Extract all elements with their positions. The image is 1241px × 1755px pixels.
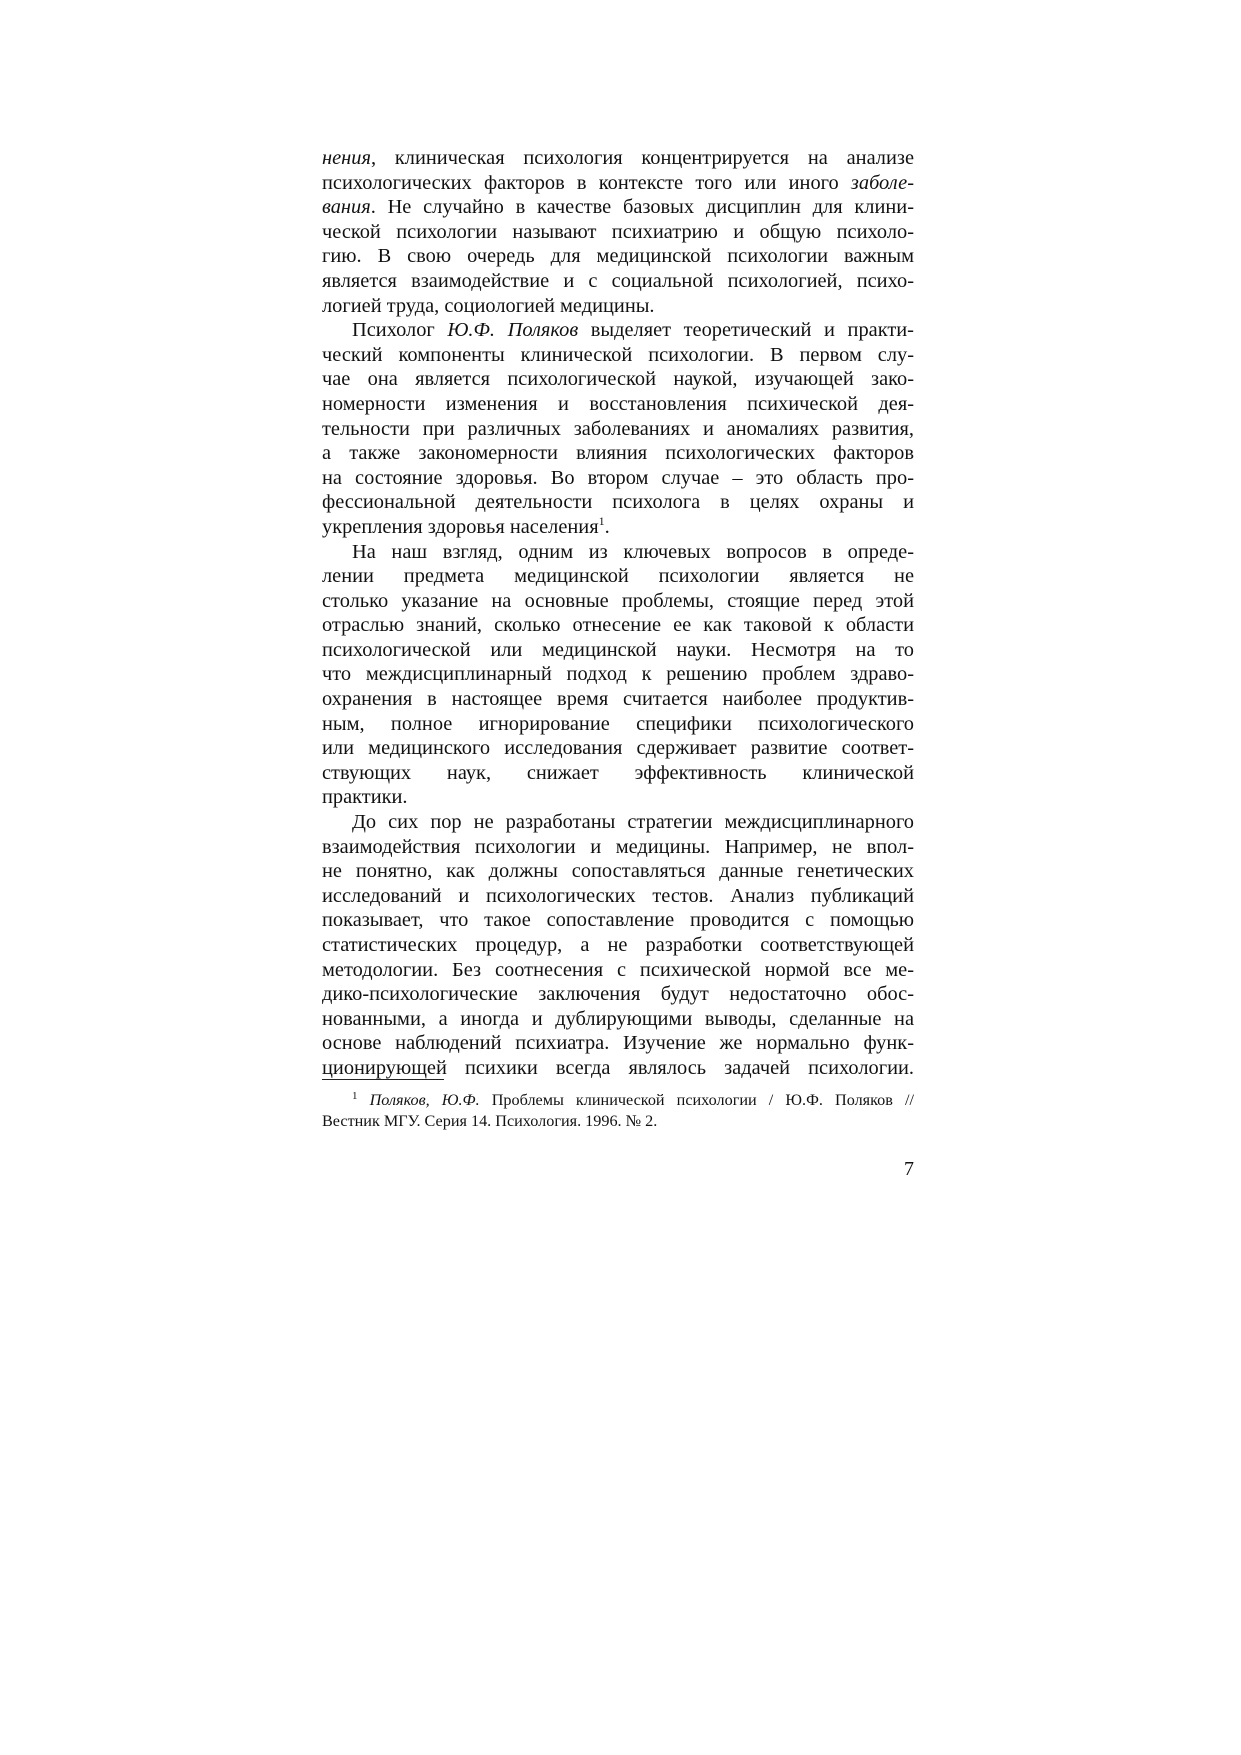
paragraph-4-line-7: методологии. Без соотнесения с психической нормой все ме-	[322, 958, 914, 981]
paragraph-4-line-10: основе наблюдений психиатра. Изучение же нормально функ-	[322, 1032, 914, 1055]
text-run: .	[604, 515, 610, 538]
paragraph-4-line-6: статистических процедур, а не разработки соответствующей	[322, 934, 914, 956]
paragraph-3-line-6: что междисциплинарный подход к решению проблем здраво-	[322, 663, 914, 686]
paragraph-1-line-4: ческой психологии называют психиатрию и общую психоло-	[322, 220, 914, 243]
paragraph-3-line-1: На наш взгляд, одним из ключевых вопросов в опреде-	[352, 540, 914, 563]
paragraph-2-line-1	[322, 318, 914, 343]
text-run: Проблемы клинической психологии / Ю.Ф. Поляков //	[479, 1091, 914, 1109]
paragraph-4-line-2: взаимодействия психологии и медицины. Например, не впол-	[322, 835, 914, 858]
paragraph-2-line-4: номерности изменения и восстановления психической дея-	[322, 392, 914, 415]
paragraph-2-line-5: тельности при различных заболеваниях и аномалиях развития,	[322, 417, 914, 440]
paragraph-4-line-5: показывает, что такое сопоставление проводится с помощью	[322, 909, 914, 932]
text-run: , клиническая психология концентрируется на анализе	[370, 147, 914, 169]
paragraph-3-line-2: лении предмета медицинской психологии является не	[322, 565, 914, 588]
paragraph-2-line-8: фессиональной деятельности психолога в целях охраны и	[322, 491, 914, 514]
body-text	[322, 146, 914, 1081]
paragraph-3-line-3: столько указание на основные проблемы, стоящие перед этой	[322, 589, 914, 612]
paragraph-4-line-3: не понятно, как должны сопоставляться данные генетических	[322, 860, 914, 883]
paragraph-3-line-9: или медицинского исследования сдерживает развитие соответ-	[322, 737, 914, 760]
footnote-line-1	[322, 1090, 914, 1111]
footnote-divider	[322, 1079, 444, 1080]
text-run: выделяет теоретический и практи-	[578, 319, 914, 342]
italic-term: нения	[322, 147, 371, 169]
italic-author: Ю.Ф. Поляков	[447, 319, 579, 342]
footnote-marker: 1	[352, 1090, 358, 1102]
paragraph-4-line-8: дико-психологические заключения будут недостаточно обос-	[322, 983, 914, 1006]
paragraph-1-line-2	[322, 171, 914, 196]
footnote	[322, 1090, 914, 1132]
paragraph-2-line-9	[322, 515, 914, 540]
paragraph-3-line-5: психологической или медицинской науки. Несмотря на то	[322, 638, 914, 661]
paragraph-1-line-1	[322, 146, 914, 171]
paragraph-1-line-3	[322, 195, 914, 220]
paragraph-4-line-11: ционирующей психики всегда являлось задачей психологии.	[322, 1056, 914, 1079]
text-run: укрепления здоровья населения	[322, 515, 599, 538]
footnote-author: Поляков, Ю.Ф.	[369, 1091, 480, 1109]
italic-term: вания	[322, 196, 371, 219]
paragraph-4-line-4: исследований и психологических тестов. Анализ публикаций	[322, 884, 914, 907]
paragraph-3-line-7: охранения в настоящее время считается наиболее продуктив-	[322, 688, 914, 711]
italic-term: заболе-	[850, 171, 914, 194]
footnote-line-2: Вестник МГУ. Серия 14. Психология. 1996. № 2.	[322, 1112, 658, 1130]
paragraph-3-line-4: отраслью знаний, сколько отнесение ее как таковой к области	[322, 614, 914, 637]
text-run: . Не случайно в качестве базовых дисциплин для клини-	[370, 196, 914, 219]
paragraph-3-line-11: практики.	[322, 786, 408, 809]
paragraph-2-line-3: чае она является психологической наукой, изучающей зако-	[322, 368, 914, 391]
text-run: Психолог	[352, 319, 448, 342]
paragraph-4-line-9: нованными, а иногда и дублирующими выводы, сделанные на	[322, 1007, 914, 1030]
text-run: психологических факторов в контексте того или иного	[322, 171, 851, 194]
footnote-reference[interactable]: 1	[598, 513, 605, 528]
paragraph-3-line-8: ным, полное игнорирование специфики психологического	[322, 712, 914, 735]
paragraph-2-line-6: а также закономерности влияния психологических факторов	[322, 442, 914, 465]
paragraph-2-line-2: ческий компоненты клинической психологии. В первом слу-	[322, 343, 914, 366]
paragraph-1-line-5: гию. В свою очередь для медицинской психологии важным	[322, 245, 914, 268]
paragraph-2-line-7: на состояние здоровья. Во втором случае – это область про-	[322, 466, 914, 489]
paragraph-3-line-10: ствующих наук, снижает эффективность клинической	[322, 761, 914, 784]
page-number: 7	[904, 1158, 914, 1180]
paragraph-1-line-7: логией труда, социологией медицины.	[322, 294, 655, 317]
paragraph-4-line-1: До сих пор не разработаны стратегии междисциплинарного	[352, 811, 914, 834]
paragraph-1-line-6: является взаимодействие и с социальной психологией, психо-	[322, 269, 914, 292]
